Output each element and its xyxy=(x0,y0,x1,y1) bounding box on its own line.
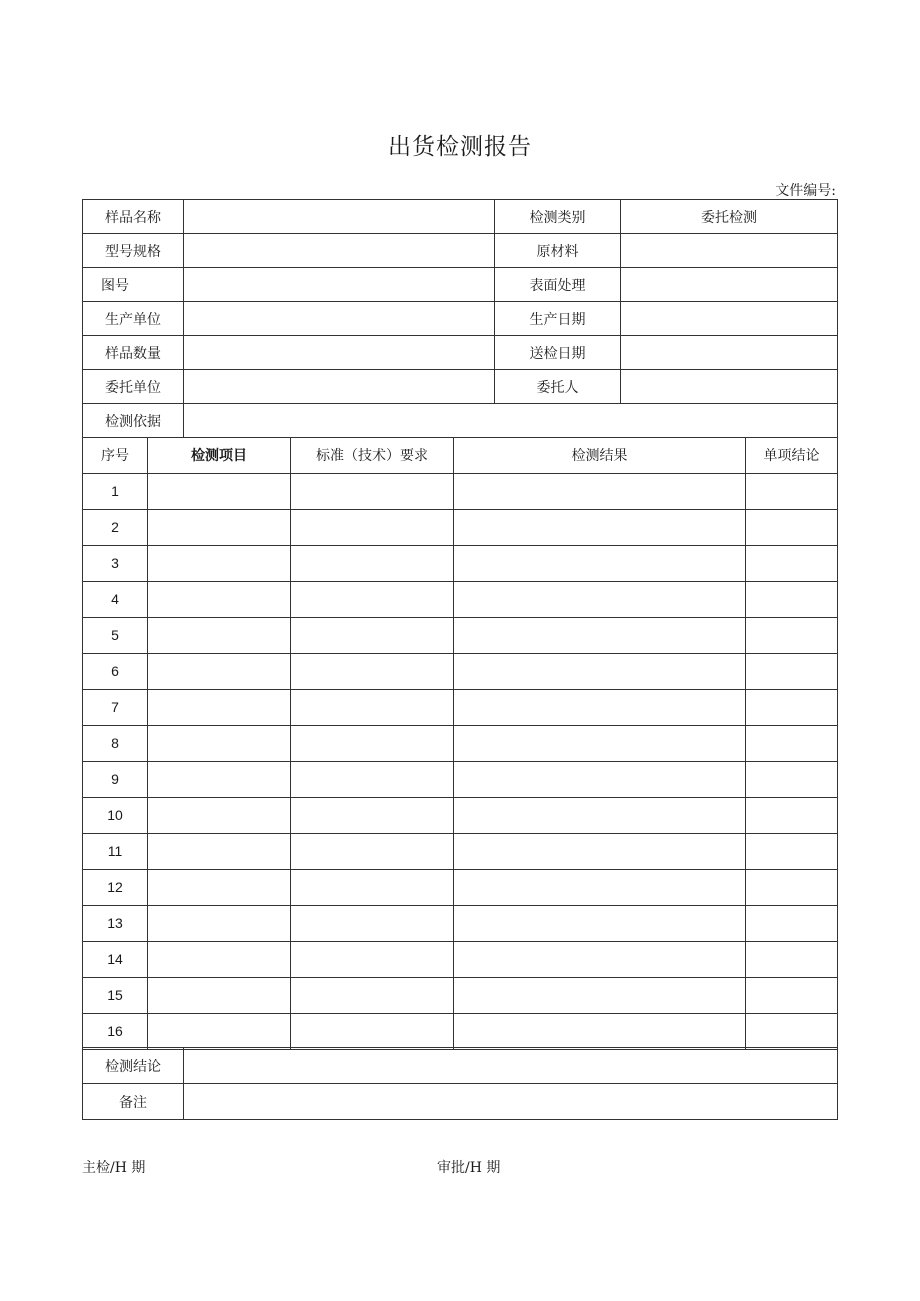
item-cell[interactable] xyxy=(148,509,291,545)
item-cell[interactable] xyxy=(148,545,291,581)
basis-field[interactable] xyxy=(184,404,838,438)
remarks-row xyxy=(83,1084,838,1120)
conclusion-cell[interactable] xyxy=(746,545,838,581)
client-person-label: 委托人 xyxy=(495,370,621,404)
conclusion-cell[interactable] xyxy=(746,581,838,617)
table-row xyxy=(83,581,838,617)
row-number: 9 xyxy=(83,761,148,797)
item-cell[interactable] xyxy=(148,905,291,941)
surface-treatment-field[interactable] xyxy=(621,268,838,302)
requirement-cell[interactable] xyxy=(291,977,454,1013)
row-number: 10 xyxy=(83,797,148,833)
requirement-cell[interactable] xyxy=(291,725,454,761)
conclusion-cell[interactable] xyxy=(746,905,838,941)
requirement-cell[interactable] xyxy=(291,797,454,833)
production-date-label: 生产日期 xyxy=(495,302,621,336)
requirement-cell[interactable] xyxy=(291,941,454,977)
item-cell[interactable] xyxy=(148,689,291,725)
item-cell[interactable] xyxy=(148,473,291,509)
remarks-label: 备注 xyxy=(83,1084,184,1120)
header-result: 检测结果 xyxy=(454,437,746,473)
info-row-sample-qty xyxy=(83,336,838,370)
table-row xyxy=(83,473,838,509)
raw-material-label: 原材料 xyxy=(495,234,621,268)
requirement-cell[interactable] xyxy=(291,617,454,653)
conclusion-cell[interactable] xyxy=(746,761,838,797)
row-number: 6 xyxy=(83,653,148,689)
conclusion-field[interactable] xyxy=(184,1048,838,1084)
result-cell[interactable] xyxy=(454,725,746,761)
model-spec-label: 型号规格 xyxy=(83,234,184,268)
result-cell[interactable] xyxy=(454,905,746,941)
requirement-cell[interactable] xyxy=(291,833,454,869)
header-item: 检测项目 xyxy=(148,437,291,473)
row-number: 15 xyxy=(83,977,148,1013)
conclusion-cell[interactable] xyxy=(746,689,838,725)
row-number: 5 xyxy=(83,617,148,653)
approver-signature-label: 审批/H 期 xyxy=(437,1160,501,1176)
item-cell[interactable] xyxy=(148,977,291,1013)
inspector-signature-label: 主检/H 期 xyxy=(82,1160,146,1176)
conclusion-cell[interactable] xyxy=(746,509,838,545)
item-cell[interactable] xyxy=(148,869,291,905)
conclusion-label: 检测结论 xyxy=(83,1048,184,1084)
table-row xyxy=(83,509,838,545)
inspection-type-label: 检测类别 xyxy=(495,200,621,234)
table-row xyxy=(83,689,838,725)
basis-label: 检测依据 xyxy=(83,404,184,438)
remarks-field[interactable] xyxy=(184,1084,838,1120)
requirement-cell[interactable] xyxy=(291,689,454,725)
requirement-cell[interactable] xyxy=(291,1013,454,1049)
production-date-field[interactable] xyxy=(621,302,838,336)
submit-date-label: 送检日期 xyxy=(495,336,621,370)
item-cell[interactable] xyxy=(148,725,291,761)
header-requirement: 标准（技术）要求 xyxy=(291,437,454,473)
conclusion-cell[interactable] xyxy=(746,725,838,761)
table-row xyxy=(83,1013,838,1049)
info-row-model-spec xyxy=(83,234,838,268)
info-row-basis xyxy=(83,404,838,438)
raw-material-field[interactable] xyxy=(621,234,838,268)
conclusion-cell[interactable] xyxy=(746,617,838,653)
info-row-sample-name xyxy=(83,200,838,234)
drawing-no-field[interactable] xyxy=(184,268,495,302)
conclusion-row xyxy=(83,1048,838,1084)
item-cell[interactable] xyxy=(148,833,291,869)
result-cell[interactable] xyxy=(454,833,746,869)
result-cell[interactable] xyxy=(454,653,746,689)
requirement-cell[interactable] xyxy=(291,653,454,689)
requirement-cell[interactable] xyxy=(291,761,454,797)
report-title: 出货检测报告 xyxy=(388,134,532,160)
result-cell[interactable] xyxy=(454,473,746,509)
surface-treatment-label: 表面处理 xyxy=(495,268,621,302)
requirement-cell[interactable] xyxy=(291,545,454,581)
items-header-row xyxy=(83,437,838,473)
row-number: 11 xyxy=(83,833,148,869)
row-number: 14 xyxy=(83,941,148,977)
table-row xyxy=(83,725,838,761)
sample-info-table xyxy=(82,199,838,438)
inspection-type-field[interactable]: 委托检测 xyxy=(621,200,838,234)
conclusion-cell[interactable] xyxy=(746,941,838,977)
conclusion-cell[interactable] xyxy=(746,1013,838,1049)
table-row xyxy=(83,545,838,581)
result-cell[interactable] xyxy=(454,977,746,1013)
table-row xyxy=(83,617,838,653)
inspection-items-table xyxy=(82,437,838,1050)
result-cell[interactable] xyxy=(454,617,746,653)
requirement-cell[interactable] xyxy=(291,869,454,905)
requirement-cell[interactable] xyxy=(291,905,454,941)
client-unit-label: 委托单位 xyxy=(83,370,184,404)
item-cell[interactable] xyxy=(148,581,291,617)
conclusion-cell[interactable] xyxy=(746,977,838,1013)
conclusion-cell[interactable] xyxy=(746,473,838,509)
item-cell[interactable] xyxy=(148,617,291,653)
manufacturer-field[interactable] xyxy=(184,302,495,336)
conclusion-cell[interactable] xyxy=(746,653,838,689)
item-cell[interactable] xyxy=(148,797,291,833)
table-row xyxy=(83,869,838,905)
sample-name-field[interactable] xyxy=(184,200,495,234)
items-body xyxy=(83,473,838,1049)
result-cell[interactable] xyxy=(454,761,746,797)
result-cell[interactable] xyxy=(454,689,746,725)
table-row xyxy=(83,905,838,941)
info-row-manufacturer xyxy=(83,302,838,336)
document-number-label: 文件编号: xyxy=(775,183,836,199)
requirement-cell[interactable] xyxy=(291,509,454,545)
result-cell[interactable] xyxy=(454,869,746,905)
sample-qty-label: 样品数量 xyxy=(83,336,184,370)
table-row xyxy=(83,797,838,833)
row-number: 16 xyxy=(83,1013,148,1049)
submit-date-field[interactable] xyxy=(621,336,838,370)
conclusion-cell[interactable] xyxy=(746,833,838,869)
conclusion-table xyxy=(82,1047,838,1120)
result-cell[interactable] xyxy=(454,1013,746,1049)
requirement-cell[interactable] xyxy=(291,581,454,617)
table-row xyxy=(83,653,838,689)
result-cell[interactable] xyxy=(454,509,746,545)
result-cell[interactable] xyxy=(454,545,746,581)
conclusion-cell[interactable] xyxy=(746,797,838,833)
info-row-drawing-no xyxy=(83,268,838,302)
result-cell[interactable] xyxy=(454,581,746,617)
row-number: 3 xyxy=(83,545,148,581)
client-unit-field[interactable] xyxy=(184,370,495,404)
row-number: 1 xyxy=(83,473,148,509)
row-number: 2 xyxy=(83,509,148,545)
requirement-cell[interactable] xyxy=(291,473,454,509)
item-cell[interactable] xyxy=(148,1013,291,1049)
item-cell[interactable] xyxy=(148,761,291,797)
header-seq: 序号 xyxy=(83,437,148,473)
conclusion-cell[interactable] xyxy=(746,869,838,905)
drawing-no-label: 图号 xyxy=(83,268,184,302)
sample-name-label: 样品名称 xyxy=(83,200,184,234)
sample-qty-field[interactable] xyxy=(184,336,495,370)
client-person-field[interactable] xyxy=(621,370,838,404)
table-row xyxy=(83,941,838,977)
manufacturer-label: 生产单位 xyxy=(83,302,184,336)
model-spec-field[interactable] xyxy=(184,234,495,268)
header-conclusion: 单项结论 xyxy=(746,437,838,473)
table-row xyxy=(83,977,838,1013)
row-number: 12 xyxy=(83,869,148,905)
table-row xyxy=(83,761,838,797)
info-row-client-unit xyxy=(83,370,838,404)
result-cell[interactable] xyxy=(454,797,746,833)
row-number: 4 xyxy=(83,581,148,617)
item-cell[interactable] xyxy=(148,941,291,977)
result-cell[interactable] xyxy=(454,941,746,977)
row-number: 7 xyxy=(83,689,148,725)
row-number: 13 xyxy=(83,905,148,941)
row-number: 8 xyxy=(83,725,148,761)
table-row xyxy=(83,833,838,869)
item-cell[interactable] xyxy=(148,653,291,689)
